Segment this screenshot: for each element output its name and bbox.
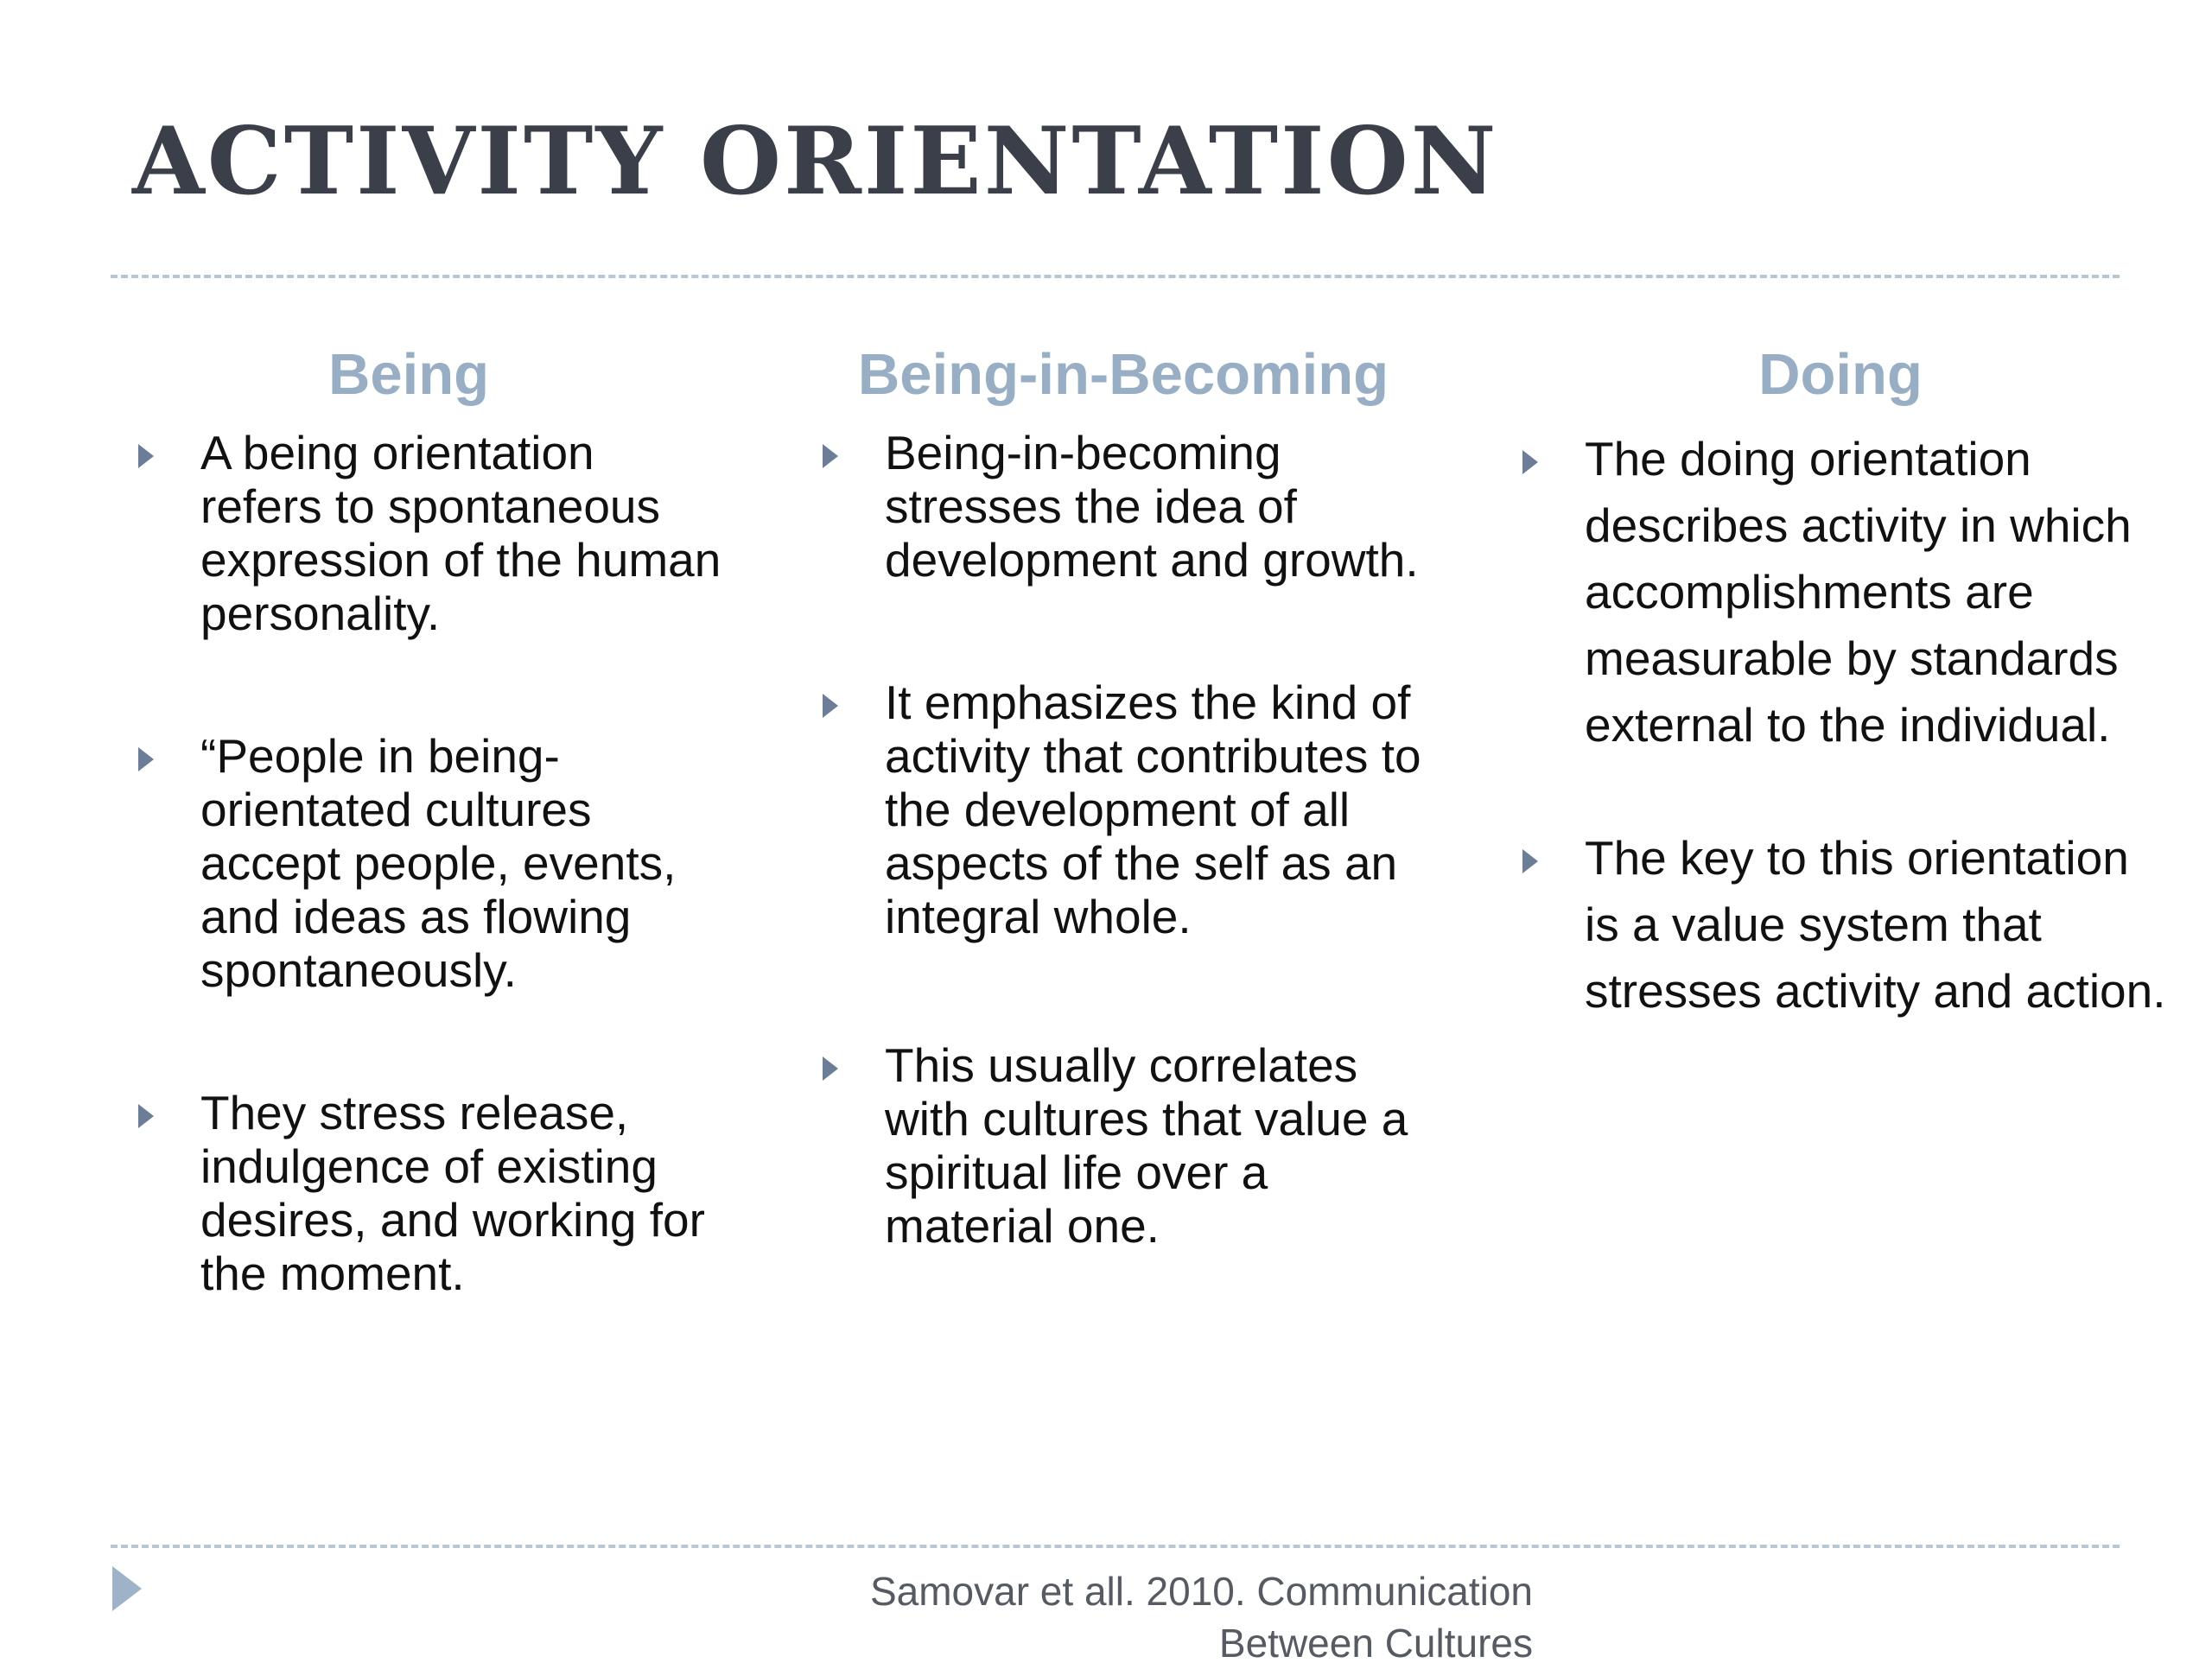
column-doing — [1512, 342, 2169, 1025]
triangle-right-icon — [823, 1057, 838, 1081]
column-being-in-becoming — [812, 342, 1434, 1253]
bullet-list — [128, 426, 724, 1300]
citation-line: Samovar et all. 2010. Communication — [869, 1569, 1533, 1614]
top-divider — [111, 275, 2120, 278]
column-heading: Doing — [1758, 342, 1923, 407]
list-item — [128, 1086, 724, 1300]
list-item — [1512, 825, 2169, 1025]
bullet-text: It emphasizes the kind of activity that contributes to the development of all aspects of the self as an integral whole. — [885, 676, 1421, 943]
list-item — [1512, 426, 2169, 758]
bullet-text: The doing orientation describes activity in which accomplishments are measurable by standards external to the individual. — [1585, 432, 2132, 752]
list-item — [128, 426, 724, 640]
triangle-right-icon — [138, 747, 154, 771]
list-item — [812, 676, 1434, 943]
bullet-text: Being-in-becoming stresses the idea of development and growth. — [885, 426, 1419, 587]
triangle-right-icon — [823, 694, 838, 718]
bullet-text: A being orientation refers to spontaneous expression of the human personality. — [200, 426, 721, 640]
triangle-right-icon — [1522, 450, 1538, 474]
list-item — [812, 426, 1434, 587]
bullet-list — [1512, 426, 2169, 1025]
bullet-text: “People in being-orientated cultures accept people, events, and ideas as flowing spontaneously. — [200, 729, 677, 997]
triangle-right-icon — [1522, 849, 1538, 873]
list-item — [128, 729, 724, 997]
triangle-right-icon — [138, 1104, 154, 1128]
bullet-list — [812, 426, 1434, 1253]
bullet-text: They stress release, indulgence of existing desires, and working for the moment. — [200, 1086, 705, 1300]
column-being — [128, 342, 724, 1300]
triangle-right-icon — [138, 444, 154, 468]
bullet-text: This usually correlates with cultures that value a spiritual life over a material one. — [885, 1038, 1408, 1253]
column-heading: Being — [327, 342, 490, 407]
bottom-divider — [111, 1545, 2120, 1548]
slide-title: ACTIVITY ORIENTATION — [132, 107, 1499, 216]
next-slide-arrow-icon[interactable] — [112, 1566, 142, 1611]
bullet-text: The key to this orientation is a value system that stresses activity and action. — [1585, 831, 2166, 1018]
triangle-right-icon — [823, 444, 838, 468]
citation-footer — [870, 1565, 1533, 1669]
column-heading: Being-in-Becoming — [857, 342, 1389, 407]
citation-line: Between Cultures — [1218, 1621, 1533, 1666]
list-item — [812, 1038, 1434, 1253]
